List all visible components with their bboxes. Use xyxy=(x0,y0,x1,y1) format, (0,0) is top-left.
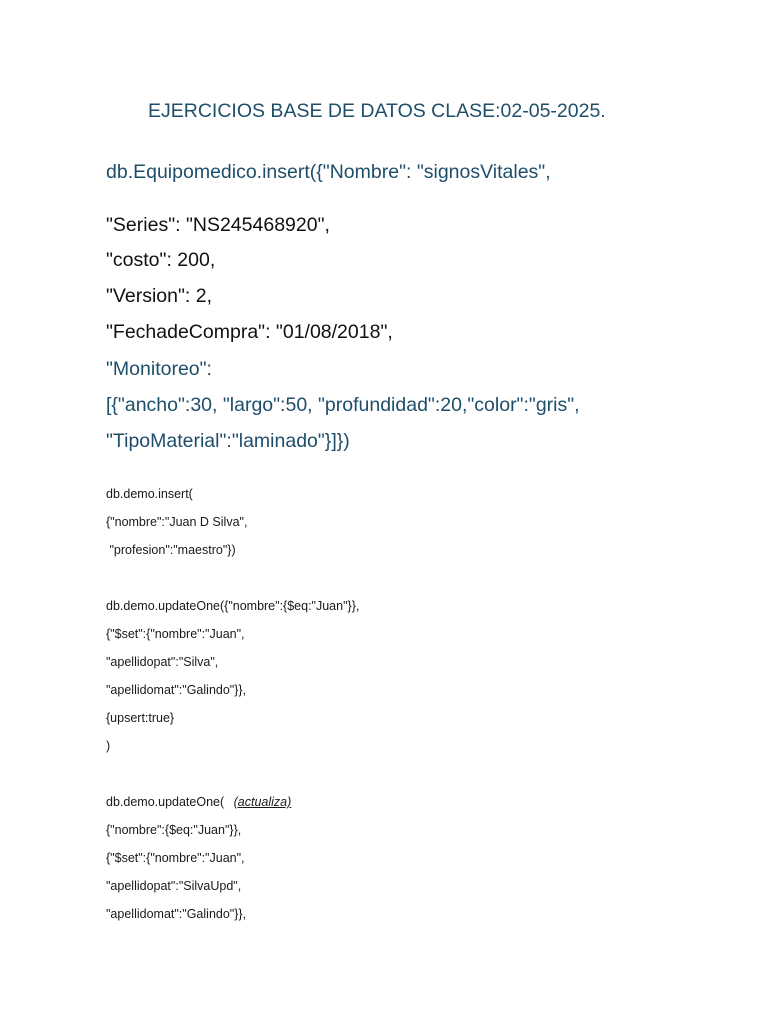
version-line: "Version": 2, xyxy=(106,285,212,307)
update-upsert-line: db.demo.updateOne({"nombre":{$eq:"Juan"}}, xyxy=(106,599,360,613)
update-actualiza-set-line: {"$set":{"nombre":"Juan", xyxy=(106,851,245,865)
update-actualiza-line xyxy=(106,794,291,810)
costo-line: "costo": 200, xyxy=(106,249,216,271)
fechadecompra-line: "FechadeCompra": "01/08/2018", xyxy=(106,321,393,343)
update-upsert-option-line: {upsert:true} xyxy=(106,711,175,725)
update-upsert-apellidopat-line: "apellidopat":"Silva", xyxy=(106,655,219,669)
series-line: "Series": "NS245468920", xyxy=(106,214,330,236)
update-actualiza-apellidomat-line: "apellidomat":"Galindo"}}, xyxy=(106,907,247,921)
demo-insert-line: db.demo.insert( xyxy=(106,487,193,501)
demo-insert-nombre-line: {"nombre":"Juan D Silva", xyxy=(106,515,248,529)
monitoreo-line: "Monitoreo": xyxy=(106,358,212,380)
actualiza-note: (actualiza) xyxy=(233,795,292,809)
tipomaterial-line: "TipoMaterial":"laminado"}]}) xyxy=(106,430,350,452)
update-actualiza-apellidopat-line: "apellidopat":"SilvaUpd", xyxy=(106,879,242,893)
demo-insert-profesion-line: "profesion":"maestro"}) xyxy=(106,543,236,557)
update-actualiza-code: db.demo.updateOne( xyxy=(106,795,225,809)
update-upsert-set-line: {"$set":{"nombre":"Juan", xyxy=(106,627,245,641)
document-title: EJERCICIOS BASE DE DATOS CLASE:02-05-2025. xyxy=(148,100,606,122)
update-upsert-apellidomat-line: "apellidomat":"Galindo"}}, xyxy=(106,683,247,697)
update-actualiza-filter-line: {"nombre":{$eq:"Juan"}}, xyxy=(106,823,242,837)
monitoreo-dimensions-line: [{"ancho":30, "largo":50, "profundidad":20,"color":"gris", xyxy=(106,394,580,416)
insert-equipomedico-line: db.Equipomedico.insert({"Nombre": "signosVitales", xyxy=(106,161,551,183)
update-upsert-close-line: ) xyxy=(106,739,111,753)
